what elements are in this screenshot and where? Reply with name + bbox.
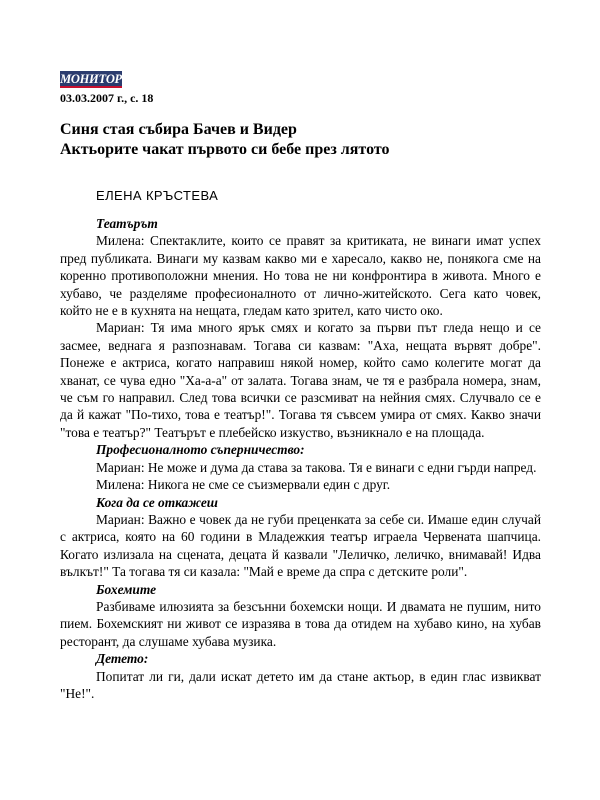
paragraph: Милена: Спектаклите, които се правят за критиката, не винаги имат успех пред публиката. Винаги му казвам какво ми е харесало, какво не, понякога сме на коренно противоположни мнения. Но това не ни конфронтира в живота. Много е хубаво, че разделяме професионалното от лично-житейското. Сега като човек, който не е в кухнята на нещата, гледам като зрител, като чисто око. — [60, 233, 541, 319]
paragraph: Милена: Никога не сме се съизмервали един с друг. — [96, 477, 391, 493]
headline-title: Синя стая събира Бачев и Видер — [60, 121, 297, 138]
paragraph: Разбиваме илюзията за безсънни бохемски нощи. И двамата не пушим, нито пием. Бохемският ни живот се изразява в това да отидем на хубаво кино, на хубав ресторант, да слушаме хубава музика. — [60, 598, 541, 649]
section-title-quitting: Кога да се откажеш — [96, 494, 218, 510]
section-title-rivalry: Професионалното съперничество: — [96, 442, 305, 458]
paragraph: Мариан: Не може и дума да става за такова. Тя е винаги с едни гърди напред. — [96, 459, 537, 475]
section-title-theatre: Театърът — [96, 216, 158, 231]
paragraph: Мариан: Важно е човек да не губи преценката за себе си. Имаше един случай с актриса, която на 60 години в Младежкия театър играела Червената шапчица. Когато излизала на сцената, децата й казвали "Леличко, леличко, внимавай! Идва вълкът!" Та тогава тя си казала: "Май е време да спра с детските роли". — [60, 511, 541, 580]
article-body — [60, 215, 541, 702]
section-title-bohemians: Бохемите — [96, 581, 157, 597]
article-author: ЕЛЕНА КРЪСТЕВА — [96, 188, 219, 203]
paragraph: Попитат ли ги, дали искат детето им да стане актьор, в един глас извикват "Не!". — [60, 668, 541, 701]
publication-logo: МОНИТОР — [60, 72, 122, 86]
article-headline — [60, 120, 550, 160]
headline-subtitle: Актьорите чакат първото си бебе през лятото — [60, 141, 390, 158]
paragraph: Мариан: Тя има много ярък смях и когато за първи път гледа нещо и се засмее, веднага я разпознавам. Тогава си казвам: "Аха, нещата вървят добре". Понеже е актриса, когато направиш някой номер, който само колегите могат да хванат, се чува едно "Ха-а-а" от залата. Тогава знам, че тя е разбрала номера, знам, че съм го направил. След това всички се разсмиват на нейния смях. Случвало се е да й кажат "По-тихо, това е театър!". Тогава тя съвсем умира от смях. Какво значи "това е театър?" Театърът е плебейско изкуство, възникнало е на площада. — [60, 320, 541, 440]
section-title-child: Детето: — [96, 651, 149, 667]
publication-date: 03.03.2007 г., с. 18 — [60, 91, 154, 105]
